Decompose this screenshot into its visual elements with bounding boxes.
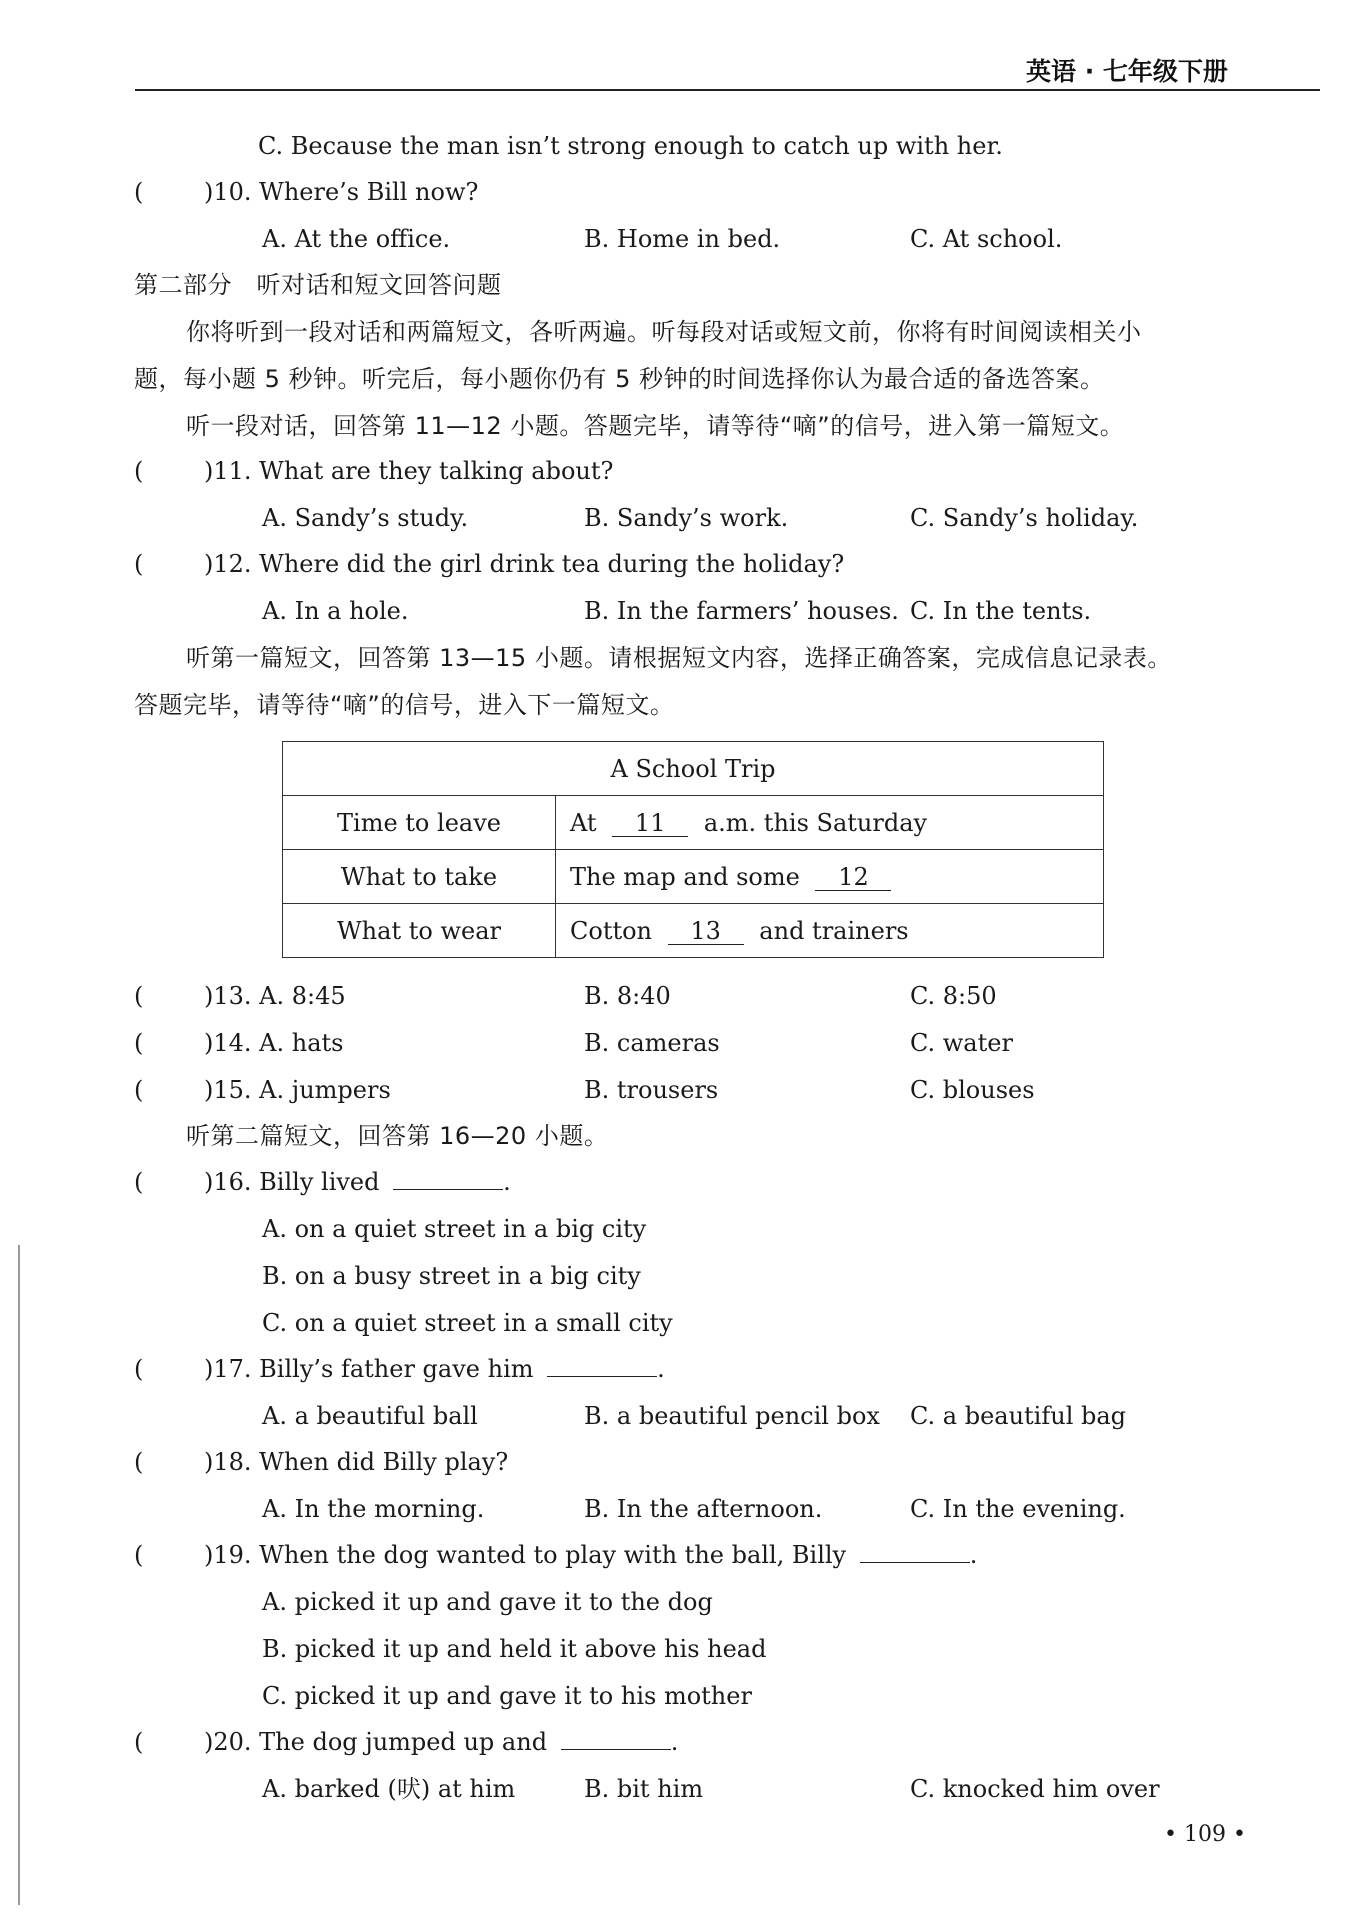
q16-stem: )16. Billy lived bbox=[204, 1168, 380, 1196]
row-value bbox=[556, 850, 1104, 904]
q19-stem: )19. When the dog wanted to play with the ball, Billy bbox=[204, 1541, 847, 1569]
q18-option-c: C. In the evening. bbox=[910, 1495, 1126, 1523]
q10-option-c: C. At school. bbox=[910, 225, 1063, 253]
q17-period: . bbox=[657, 1355, 665, 1383]
q10-paren: ( bbox=[134, 178, 144, 206]
q18-paren: ( bbox=[134, 1448, 144, 1476]
book-title: 英语 · 七年级下册 bbox=[1026, 57, 1228, 86]
q13-option-b: B. 8:40 bbox=[584, 982, 671, 1010]
table-caption: A School Trip bbox=[283, 742, 1104, 796]
q18-option-a: A. In the morning. bbox=[262, 1495, 485, 1523]
q9-option-c: C. Because the man isn’t strong enough to catch up with her. bbox=[258, 132, 1003, 160]
table-row bbox=[283, 850, 1104, 904]
q14-paren: ( bbox=[134, 1029, 144, 1057]
q11-paren: ( bbox=[134, 457, 144, 485]
q20-option-c: C. knocked him over bbox=[910, 1775, 1160, 1803]
q20-option-a: A. barked (吠) at him bbox=[262, 1775, 516, 1803]
row-value bbox=[556, 796, 1104, 850]
school-trip-table bbox=[282, 741, 1104, 958]
q13-paren: ( bbox=[134, 982, 144, 1010]
q12-option-b: B. In the farmers’ houses. bbox=[584, 597, 899, 625]
q19-stem-line bbox=[204, 1540, 977, 1570]
q15-paren: ( bbox=[134, 1076, 144, 1104]
q16-option-b: B. on a busy street in a big city bbox=[262, 1262, 641, 1290]
q18-option-b: B. In the afternoon. bbox=[584, 1495, 823, 1523]
q10-option-b: B. Home in bed. bbox=[584, 225, 781, 253]
q17-stem-line bbox=[204, 1354, 665, 1384]
q20-period: . bbox=[670, 1728, 679, 1756]
row-post: a.m. this Saturday bbox=[703, 808, 928, 837]
row-pre: Cotton bbox=[570, 916, 653, 945]
q19-option-b: B. picked it up and held it above his head bbox=[262, 1635, 767, 1663]
page-number: • 109 • bbox=[1164, 1822, 1246, 1847]
row-label: What to take bbox=[283, 850, 556, 904]
q14-option-b: B. cameras bbox=[584, 1029, 720, 1057]
blank-13: 13 bbox=[668, 918, 744, 945]
q12-option-a: A. In a hole. bbox=[262, 597, 409, 625]
blank-11: 11 bbox=[612, 810, 688, 837]
q16-period: . bbox=[503, 1168, 511, 1196]
blank-12: 12 bbox=[815, 864, 891, 891]
row-pre: At bbox=[570, 808, 597, 837]
part2-heading: 第二部分 听对话和短文回答问题 bbox=[134, 271, 502, 299]
q15-option-b: B. trousers bbox=[584, 1076, 719, 1104]
q16-paren: ( bbox=[134, 1168, 144, 1196]
q16-option-c: C. on a quiet street in a small city bbox=[262, 1309, 673, 1337]
q11-option-c: C. Sandy’s holiday. bbox=[910, 504, 1139, 532]
row-label: What to wear bbox=[283, 904, 556, 958]
q12-option-c: C. In the tents. bbox=[910, 597, 1092, 625]
q13-stem: )13. A. 8:45 bbox=[204, 982, 346, 1010]
q20-paren: ( bbox=[134, 1728, 144, 1756]
q15-option-c: C. blouses bbox=[910, 1076, 1035, 1104]
q17-option-b: B. a beautiful pencil box bbox=[584, 1402, 880, 1430]
table-row bbox=[283, 904, 1104, 958]
row-post: and trainers bbox=[759, 916, 909, 945]
q11-stem: )11. What are they talking about? bbox=[204, 457, 614, 485]
q14-stem: )14. A. hats bbox=[204, 1029, 344, 1057]
q19-option-a: A. picked it up and gave it to the dog bbox=[262, 1588, 713, 1616]
q20-stem-line bbox=[204, 1727, 678, 1757]
q17-paren: ( bbox=[134, 1355, 144, 1383]
q16-stem-line bbox=[204, 1167, 511, 1197]
q15-stem: )15. A. jumpers bbox=[204, 1076, 391, 1104]
row-label: Time to leave bbox=[283, 796, 556, 850]
q14-option-c: C. water bbox=[910, 1029, 1013, 1057]
q16-option-a: A. on a quiet street in a big city bbox=[262, 1215, 647, 1243]
q20-option-b: B. bit him bbox=[584, 1775, 704, 1803]
q12-stem: )12. Where did the girl drink tea during the holiday? bbox=[204, 550, 845, 578]
q17-stem: )17. Billy’s father gave him bbox=[204, 1355, 534, 1383]
q19-period: . bbox=[969, 1541, 978, 1569]
q19-option-c: C. picked it up and gave it to his mother bbox=[262, 1682, 752, 1710]
q20-blank bbox=[561, 1749, 671, 1750]
q11-option-b: B. Sandy’s work. bbox=[584, 504, 789, 532]
q18-stem: )18. When did Billy play? bbox=[204, 1448, 509, 1476]
passage1-instructions-line1: 听第一篇短文，回答第 13—15 小题。请根据短文内容，选择正确答案，完成信息记录表。 bbox=[186, 644, 1172, 672]
passage2-instructions: 听第二篇短文，回答第 16—20 小题。 bbox=[186, 1122, 609, 1150]
q17-blank bbox=[547, 1376, 657, 1377]
q19-paren: ( bbox=[134, 1541, 144, 1569]
binding-line bbox=[18, 1245, 20, 1905]
q10-stem: )10. Where’s Bill now? bbox=[204, 178, 479, 206]
q17-option-c: C. a beautiful bag bbox=[910, 1402, 1127, 1430]
row-pre: The map and some bbox=[570, 862, 800, 891]
q12-paren: ( bbox=[134, 550, 144, 578]
q16-blank bbox=[393, 1189, 503, 1190]
part2-instructions-line2: 题，每小题 5 秒钟。听完后，每小题你仍有 5 秒钟的时间选择你认为最合适的备选答案。 bbox=[134, 365, 1105, 393]
dialog-instructions: 听一段对话，回答第 11—12 小题。答题完毕，请等待“嘀”的信号，进入第一篇短文。 bbox=[186, 412, 1125, 440]
q10-option-a: A. At the office. bbox=[262, 225, 451, 253]
header-rule bbox=[135, 89, 1320, 91]
table-row bbox=[283, 796, 1104, 850]
passage1-instructions-line2: 答题完毕，请等待“嘀”的信号，进入下一篇短文。 bbox=[134, 691, 675, 719]
q11-option-a: A. Sandy’s study. bbox=[262, 504, 469, 532]
part2-instructions-line1: 你将听到一段对话和两篇短文，各听两遍。听每段对话或短文前，你将有时间阅读相关小 bbox=[186, 318, 1142, 346]
q19-blank bbox=[860, 1562, 970, 1563]
row-value bbox=[556, 904, 1104, 958]
q17-option-a: A. a beautiful ball bbox=[262, 1402, 478, 1430]
q20-stem: )20. The dog jumped up and bbox=[204, 1728, 548, 1756]
q13-option-c: C. 8:50 bbox=[910, 982, 997, 1010]
